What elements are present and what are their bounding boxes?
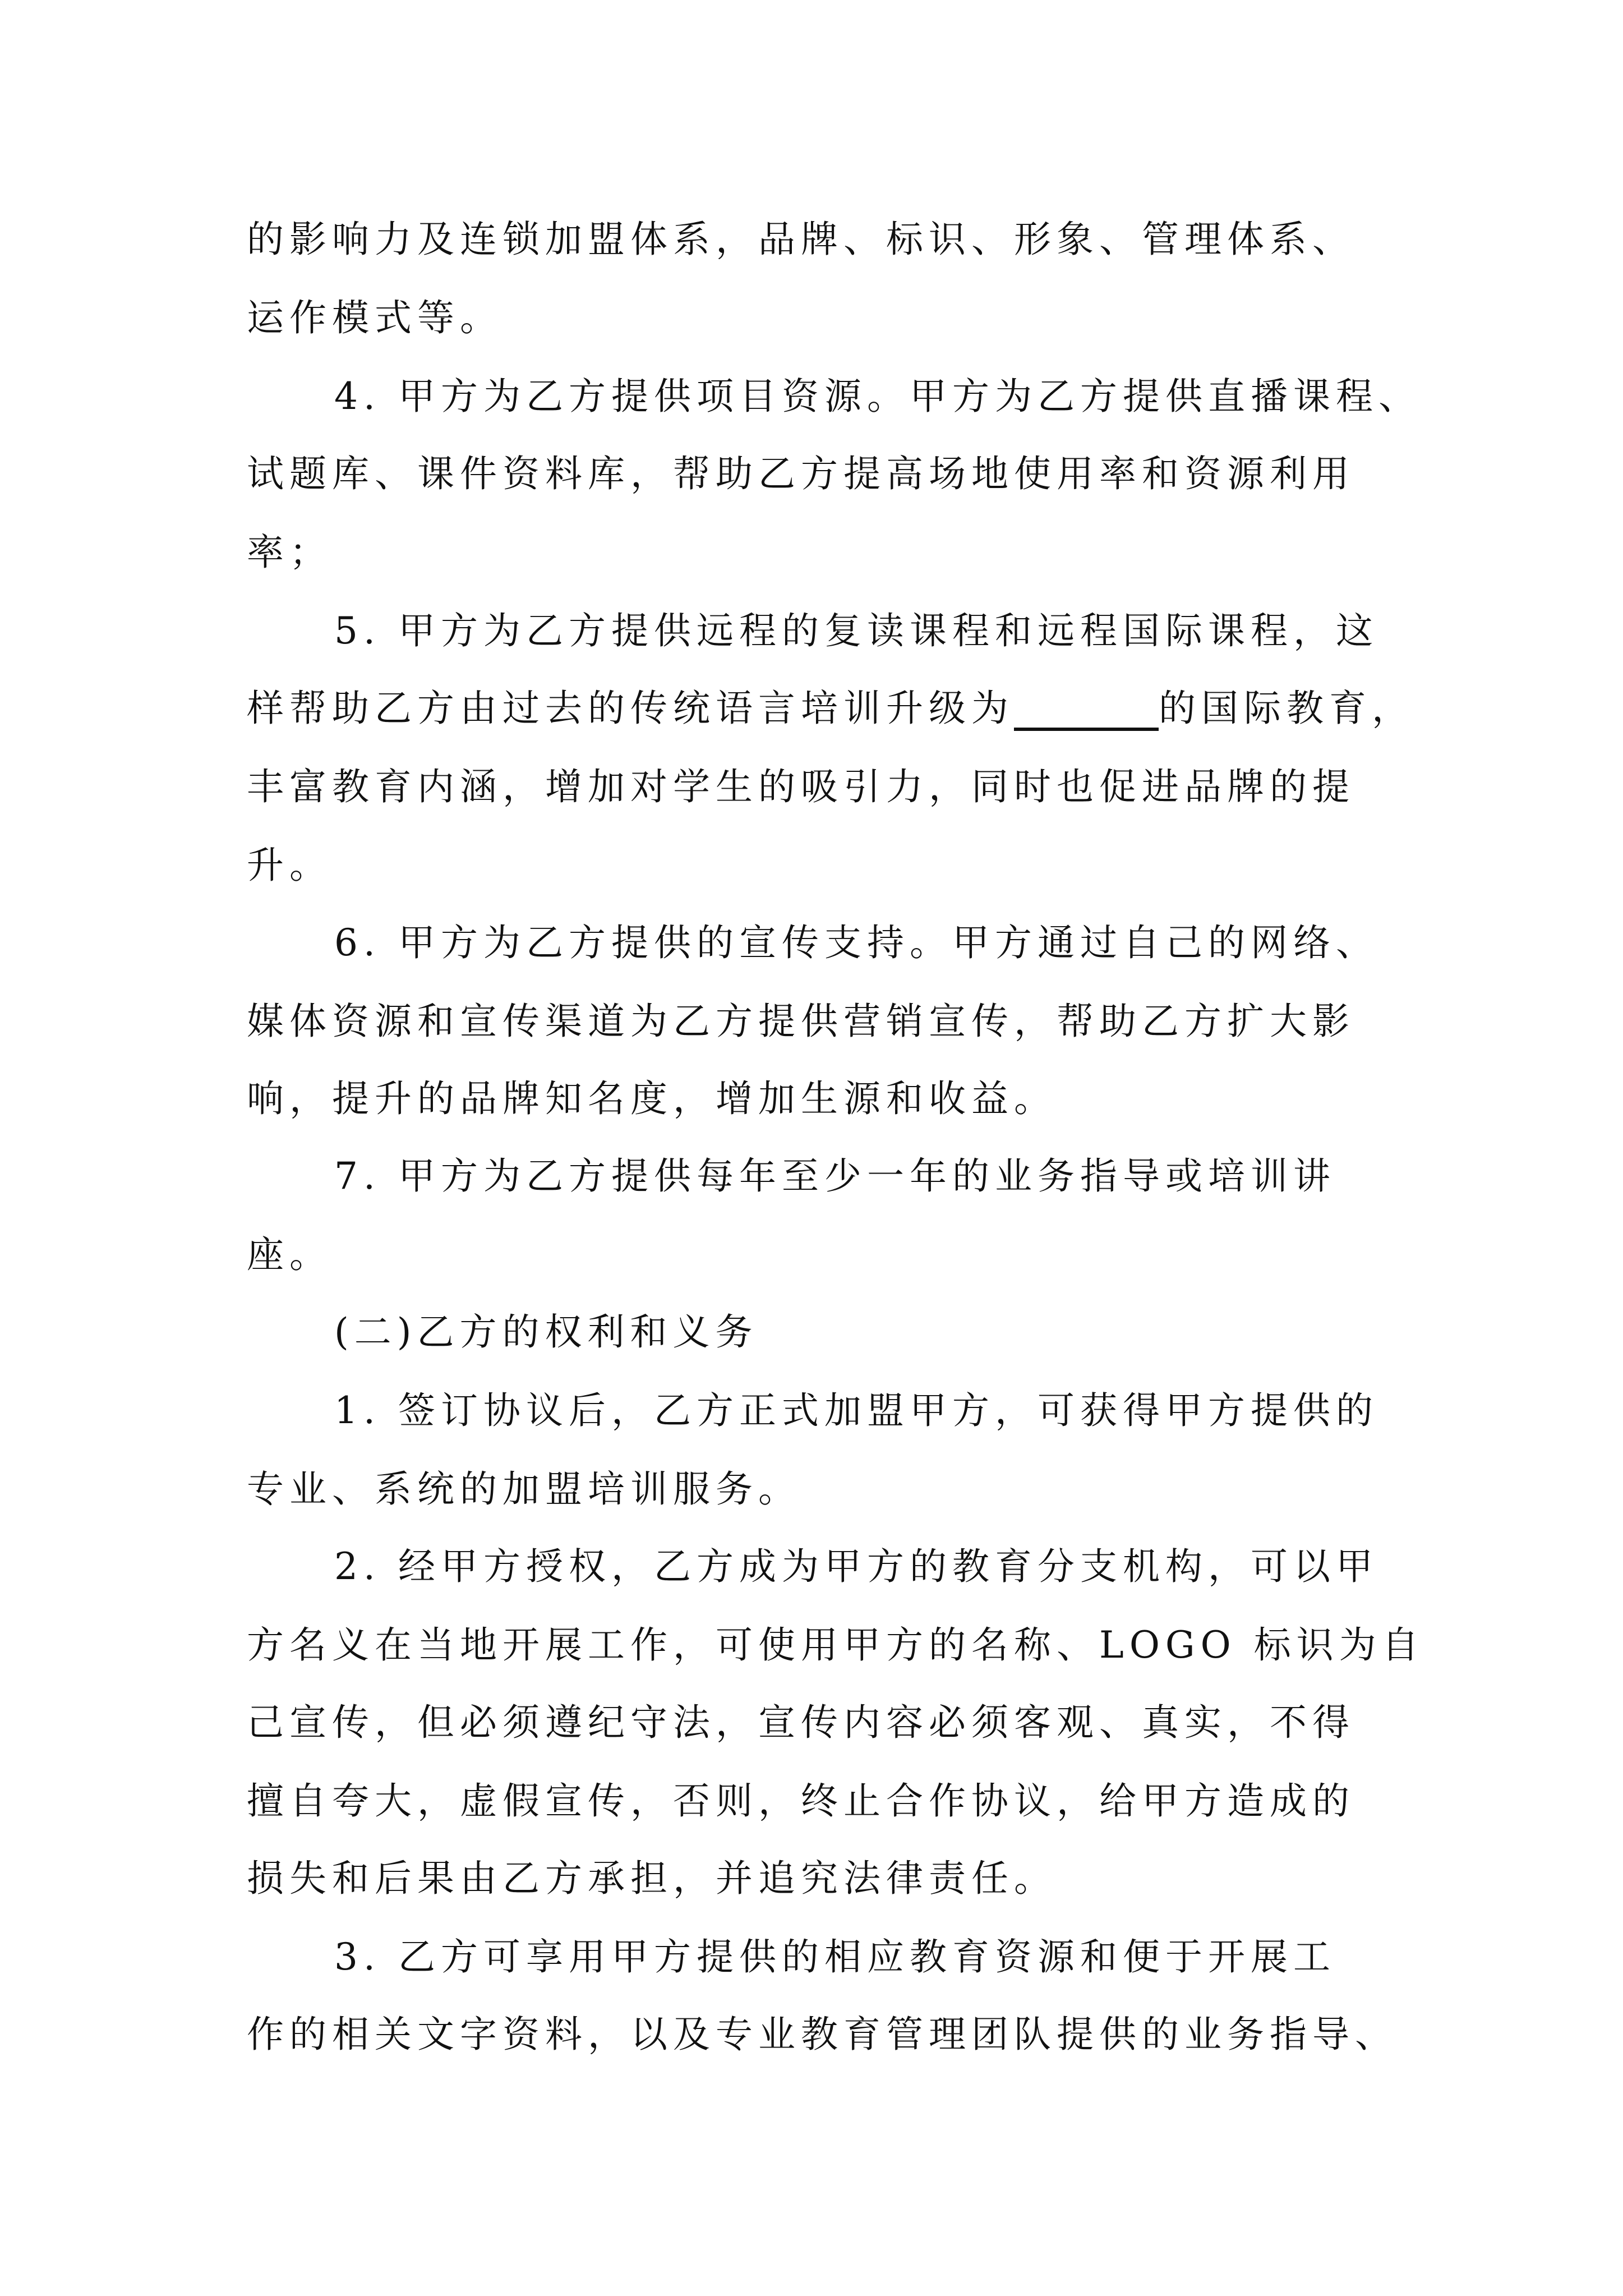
text-line-15: 1. 签订协议后，乙方正式加盟甲方，可获得甲方提供的 bbox=[334, 1389, 1378, 1432]
text-line-21: 损失和后果由乙方承担，并追究法律责任。 bbox=[247, 1857, 1057, 1900]
text-line-8: 丰富教育内涵，增加对学生的吸引力，同时也促进品牌的提 bbox=[247, 765, 1355, 808]
text-line-1: 的影响力及连锁加盟体系，品牌、标识、形象、管理体系、 bbox=[247, 218, 1355, 261]
text-line-20: 擅自夸大，虚假宣传，否则，终止合作协议，给甲方造成的 bbox=[247, 1779, 1355, 1823]
text-line-7-start: 样帮助乙方由过去的传统语言培训升级为 bbox=[247, 687, 1014, 730]
text-line-18: 方名义在当地开展工作，可使用甲方的名称、LOGO 标识为自 bbox=[247, 1623, 1424, 1667]
text-line-2: 运作模式等。 bbox=[247, 296, 502, 339]
text-line-5: 率； bbox=[247, 531, 332, 574]
text-line-12: 响，提升的品牌知名度，增加生源和收益。 bbox=[247, 1077, 1057, 1120]
text-line-16: 专业、系统的加盟培训服务。 bbox=[247, 1467, 801, 1511]
blank-underline: ______ bbox=[1014, 687, 1159, 730]
text-line-11: 媒体资源和宣传渠道为乙方提供营销宣传，帮助乙方扩大影 bbox=[247, 1000, 1355, 1043]
text-line-7-end: 的国际教育， bbox=[1159, 687, 1414, 730]
text-line-22: 3. 乙方可享用甲方提供的相应教育资源和便于开展工 bbox=[334, 1935, 1336, 1978]
text-line-3: 4. 甲方为乙方提供项目资源。甲方为乙方提供直播课程、 bbox=[334, 375, 1421, 418]
text-line-14: 座。 bbox=[247, 1233, 332, 1276]
text-line-4: 试题库、课件资料库，帮助乙方提高场地使用率和资源利用 bbox=[247, 452, 1355, 495]
section-heading: (二)乙方的权利和义务 bbox=[334, 1310, 758, 1354]
text-line-6: 5. 甲方为乙方提供远程的复读课程和远程国际课程，这 bbox=[334, 609, 1378, 652]
text-line-9: 升。 bbox=[247, 844, 332, 887]
text-line-17: 2. 经甲方授权，乙方成为甲方的教育分支机构，可以甲 bbox=[334, 1545, 1378, 1588]
text-line-7 bbox=[247, 683, 1414, 734]
text-line-10: 6. 甲方为乙方提供的宣传支持。甲方通过自己的网络、 bbox=[334, 921, 1378, 964]
text-line-13: 7. 甲方为乙方提供每年至少一年的业务指导或培训讲 bbox=[334, 1154, 1336, 1198]
text-line-19: 己宣传，但必须遵纪守法，宣传内容必须客观、真实，不得 bbox=[247, 1701, 1355, 1744]
text-line-23: 作的相关文字资料，以及专业教育管理团队提供的业务指导、 bbox=[247, 2013, 1398, 2056]
